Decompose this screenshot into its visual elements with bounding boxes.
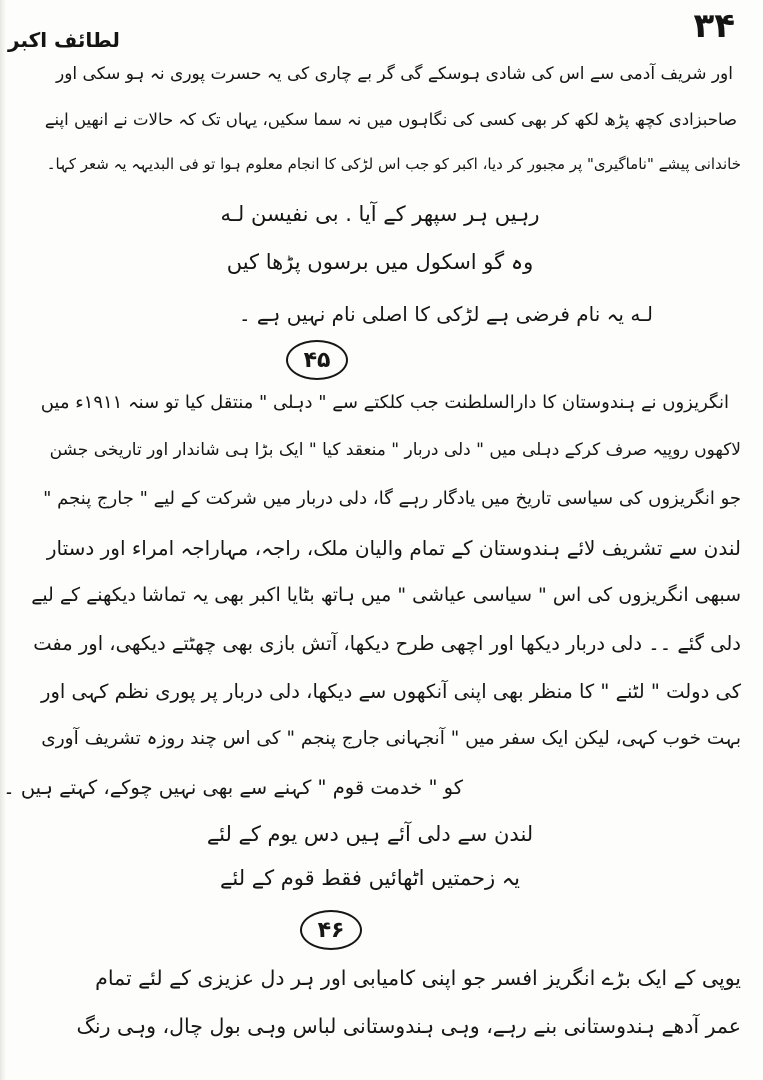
section45-line-4: لندن سے تشریف لائے ہندوستان کے تمام والیان ملک، راجہ، مہاراجہ امراء اور دستار (46, 536, 741, 560)
section45-line-6: دلی گئے ۔۔ دلی دربار دیکھا اور اچھی طرح دیکھا، آتش بازی بھی چھٹتے دیکھی، اور مفت (33, 632, 741, 655)
section45-line-5: سبھی انگریزوں کی اس " سیاسی عیاشی " میں ہاتھ بٹایا اکبر بھی یہ تماشا دیکھنے کے لیے (31, 584, 741, 606)
paragraph1-line-2: صاحبزادی کچھ پڑھ لکھ کر بھی کسی کی نگاہوں میں نہ سما سکیں، یہاں تک کہ حالات نے انھیں اپنے (44, 110, 737, 129)
section45-line-1: انگریزوں نے ہندوستان کا دارالسلطنت جب کلکتے سے " دہلی " منتقل کیا تو سنہ ۱۹۱۱ء میں (40, 392, 729, 413)
verse2-line-1: لندن سے دلی آئے ہیں دس یوم کے لئے (206, 822, 534, 846)
verse2-line-2: یہ زحمتیں اٹھائیں فقط قوم کے لئے (220, 866, 520, 890)
section-number-badge-45: ۴۵ (286, 340, 348, 380)
section45-line-3: جو انگریزوں کی سیاسی تاریخ میں یادگار رہے گا، دلی دربار میں شرکت کے لیے " جارج پنجم " (43, 488, 741, 509)
section46-line-2: عمر آدھے ہندوستانی بنے رہے، وہی ہندوستانی لباس وہی بول چال، وہی رنگ (76, 1014, 741, 1038)
page-number: ۳۴ (693, 6, 735, 46)
section46-line-1: یوپی کے ایک بڑے انگریز افسر جو اپنی کامیابی اور ہر دل عزیزی کے لئے تمام (95, 966, 741, 990)
paragraph1-line-3: خاندانی پیشے "ناماگیری" پر مجبور کر دیا، اکبر کو جب اس لڑکی کا انجام معلوم ہوا تو فی البدیہہ یہ شعر کہا۔ (46, 155, 741, 173)
section45-line-8: بہت خوب کہی، لیکن ایک سفر میں " آنجہانی جارج پنجم " کی اس چند روزہ تشریف آوری (41, 728, 741, 749)
section45-line-7: کی دولت " لٹنے " کا منظر بھی اپنی آنکھوں سے دیکھا، دلی دربار پر پوری نظم کہی اور (41, 680, 741, 703)
footnote-1: لـه یہ نام فرضی ہے لڑکی کا اصلی نام نہیں ہے ۔ (238, 302, 653, 326)
paragraph1-line-1: اور شریف آدمی سے اس کی شادی ہوسکے گی گر بے چاری کی یہ حسرت پوری نہ ہو سکی اور (56, 64, 733, 84)
running-title: لطائف اکبر (8, 28, 120, 52)
section45-line-9: کو " خدمت قوم " کہنے سے بھی نہیں چوکے، کہتے ہیں ۔ (3, 776, 463, 799)
section45-line-2: لاکھوں روپیہ صرف کرکے دہلی میں " دلی دربار " منعقد کیا " ایک بڑا ہی شاندار اور تاریخی جشن (49, 440, 741, 460)
section-number-badge-46: ۴۶ (300, 910, 362, 950)
verse1-line-1: رہیں ہر سپھر کے آیا . بی نفیسن لـه (220, 202, 540, 226)
page-edge-shadow (0, 0, 6, 1080)
verse1-line-2: وہ گو اسکول میں برسوں پڑھا کیں (226, 250, 534, 274)
